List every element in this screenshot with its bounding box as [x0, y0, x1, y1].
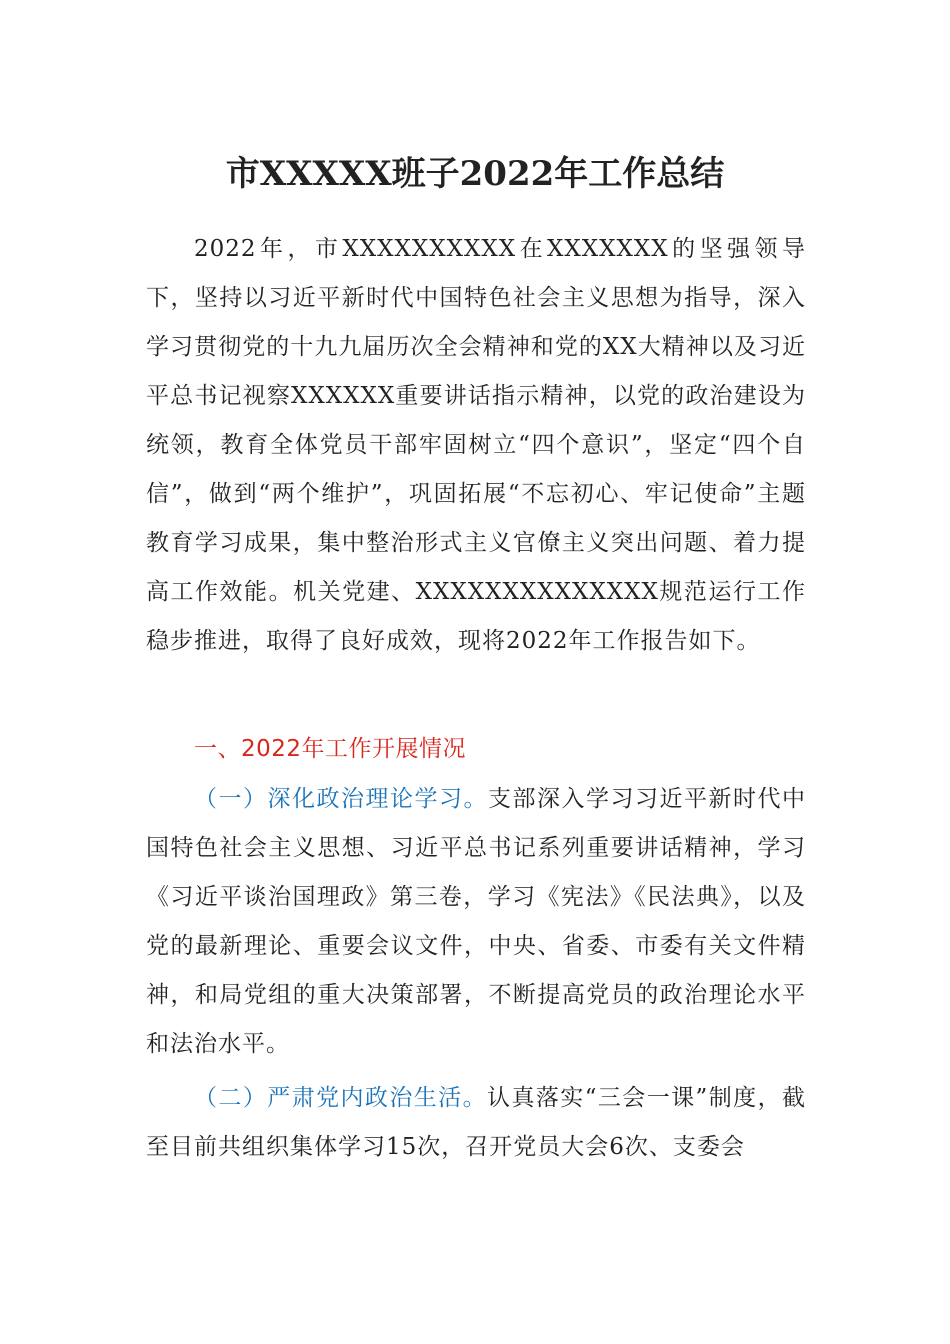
item-2-paragraph — [146, 1074, 806, 1172]
item-1-heading: （一）深化政治理论学习。 — [194, 786, 488, 812]
item-2-section — [146, 1074, 806, 1172]
item-2-heading: （二）严肃党内政治生活。 — [194, 1085, 488, 1111]
section-heading-1: 一、2022年工作开展情况 — [194, 736, 467, 762]
item-1-body: 支部深入学习习近平新时代中国特色社会主义思想、习近平总书记系列重要讲话精神，学习《习近平谈治国理政》第三卷，学习《宪法》《民法典》，以及党的最新理论、重要会议文件，中央、省委、市委有关文件精神，和局党组的重大决策部署，不断提高党员的政治理论水平和法治水平。 — [146, 786, 806, 1057]
intro-section — [146, 225, 806, 666]
item-1-section — [146, 775, 806, 1069]
item-1-paragraph — [146, 775, 806, 1069]
document-title: 市XXXXX班子2022年工作总结 — [225, 154, 725, 194]
intro-paragraph: 2022年，市XXXXXXXXXX在XXXXXXX的坚强领导下，坚持以习近平新时代中国特色社会主义思想为指导，深入学习贯彻党的十九九届历次全会精神和党的XX大精神以及习近平总书记视察XXXXXX重要讲话指示精神，以党的政治建设为统领，教育全体党员干部牢固树立“四个意识”，坚定“四个自信”，做到“两个维护”，巩固拓展“不忘初心、牢记使命”主题教育学习成果，集中整治形式主义官僚主义突出问题、着力提高工作效能。机关党建、XXXXXXXXXXXXXX规范运行工作稳步推进，取得了良好成效，现将2022年工作报告如下。 — [146, 236, 806, 654]
item-2-body: 认真落实“三会一课”制度，截至目前共组织集体学习15次，召开党员大会6次、支委会 — [146, 1085, 806, 1160]
